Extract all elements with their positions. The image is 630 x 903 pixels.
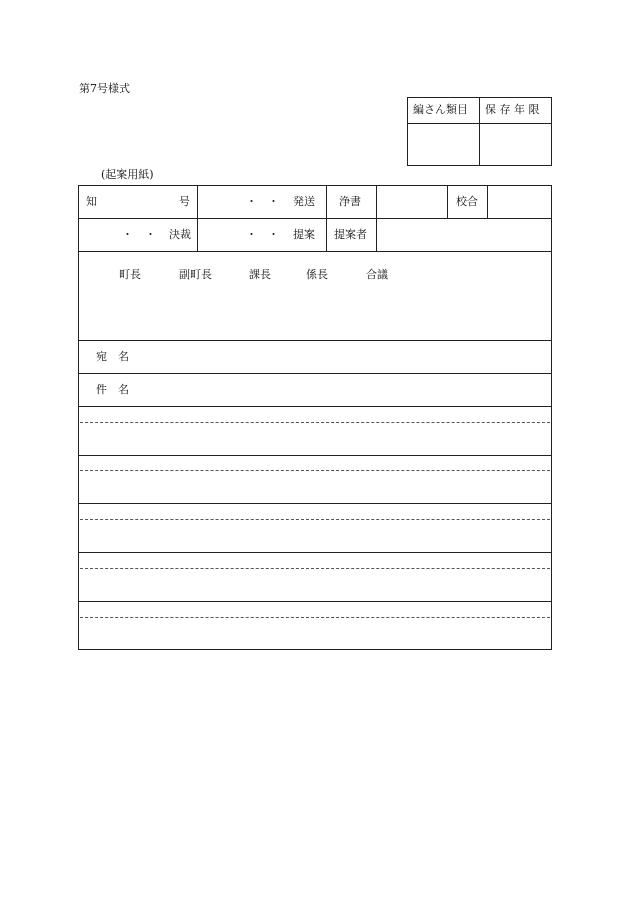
hassou-dot-2: ・ xyxy=(268,195,279,208)
form-number: 第7号様式 xyxy=(79,82,130,95)
form-caption: (起案用紙) xyxy=(101,168,154,181)
teian-dot-1: ・ xyxy=(246,228,257,241)
approval-fukuchouchou: 副町長 xyxy=(179,268,212,281)
approval-aigi: 合議 xyxy=(366,268,388,281)
line-row2-bottom xyxy=(78,251,552,252)
kougou-field[interactable] xyxy=(488,186,551,217)
body-text-area[interactable] xyxy=(79,407,551,649)
approval-kakarichou: 係長 xyxy=(306,268,328,281)
hassou-dot-1: ・ xyxy=(246,195,257,208)
kessai-label: 決裁 xyxy=(169,228,191,241)
classification-header-right: 保 存 年 限 xyxy=(485,103,540,116)
teian-dot-2: ・ xyxy=(268,228,279,241)
classification-value-left[interactable] xyxy=(408,124,478,165)
classification-value-right[interactable] xyxy=(480,124,551,165)
atena-label: 宛 名 xyxy=(96,350,129,363)
vline-col1 xyxy=(197,185,198,251)
jousho-label: 浄書 xyxy=(339,195,361,208)
atena-field[interactable] xyxy=(140,341,551,372)
jousho-field[interactable] xyxy=(377,186,446,217)
document-number-field[interactable] xyxy=(79,186,196,217)
teiansha-label: 提案者 xyxy=(334,228,367,241)
teian-label: 提案 xyxy=(293,228,315,241)
approval-kachou: 課長 xyxy=(249,268,271,281)
kenmei-label: 件 名 xyxy=(96,383,129,396)
vline-col4-row1 xyxy=(447,185,448,218)
approval-chouchou: 町長 xyxy=(119,268,141,281)
go-label: 号 xyxy=(179,195,190,208)
vline-col2 xyxy=(326,185,327,251)
chi-label: 知 xyxy=(86,195,97,208)
hassou-label: 発送 xyxy=(293,195,315,208)
teiansha-field[interactable] xyxy=(377,219,551,250)
kougou-label: 校合 xyxy=(456,195,478,208)
kessai-dot-1: ・ xyxy=(122,228,133,241)
kessai-dot-2: ・ xyxy=(145,228,156,241)
kenmei-field[interactable] xyxy=(140,374,551,405)
approval-stamp-area[interactable] xyxy=(79,286,551,339)
classification-header-left: 編さん類目 xyxy=(413,103,468,116)
